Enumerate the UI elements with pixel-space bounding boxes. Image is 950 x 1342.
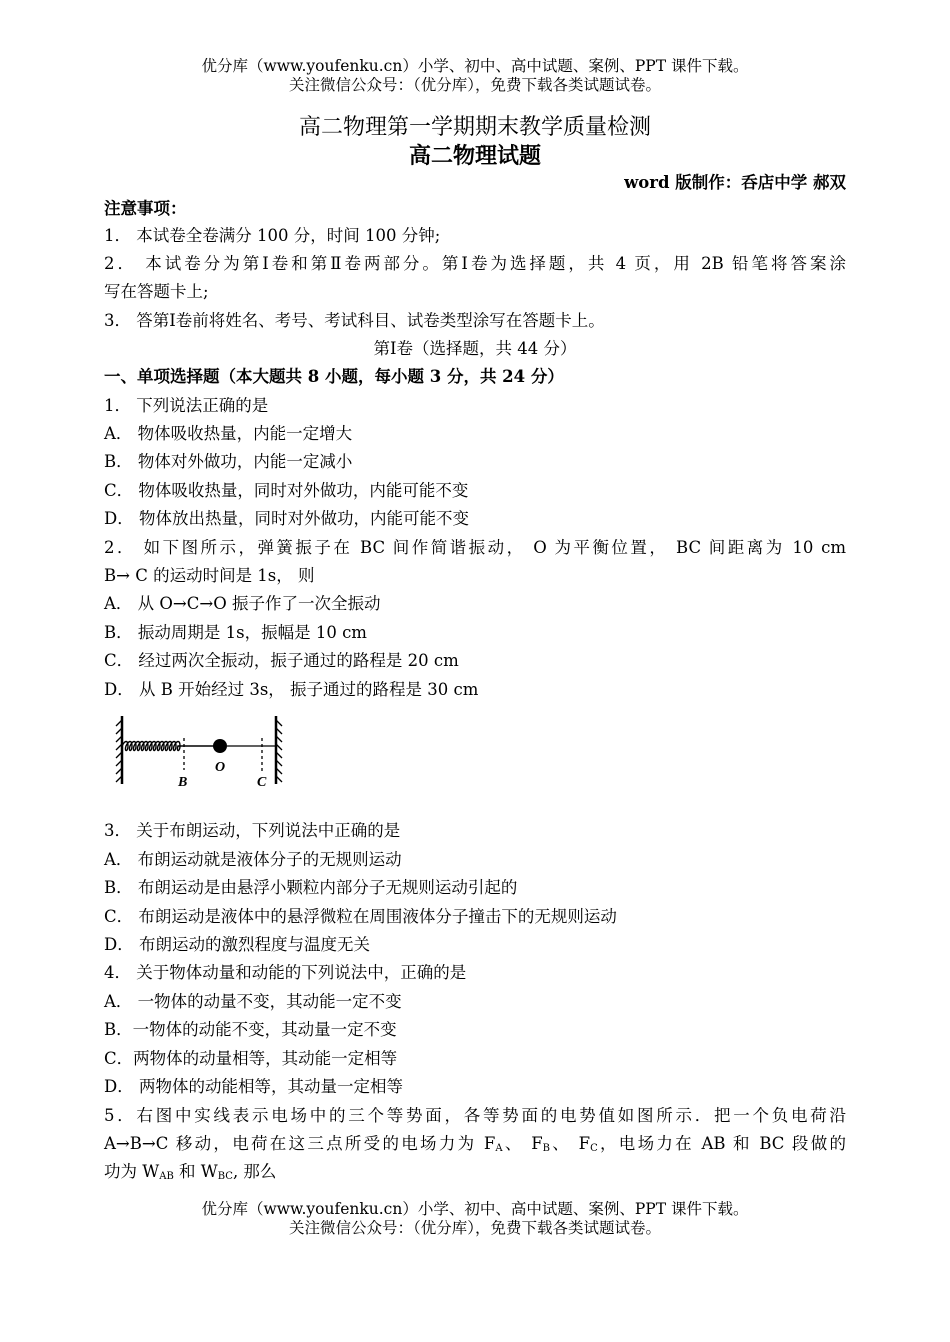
q5-sub-b: B <box>542 1143 551 1154</box>
q2-option-a: A． 从 O→C→O 振子作了一次全振动 <box>104 594 381 613</box>
q3-stem: 3． 关于布朗运动，下列说法中正确的是 <box>104 821 401 840</box>
q4-option-c: C．两物体的动量相等，其动能一定相等 <box>104 1049 398 1068</box>
spring-oscillator-figure <box>112 712 288 792</box>
header-line-1: 优分库（www.youfenku.cn）小学、初中、高中试题、案例、PPT 课件下载。 <box>201 57 749 75</box>
q2-stem-b: B→ C 的运动时间是 1s， 则 <box>104 566 315 585</box>
q5-line3-post: , 那么 <box>232 1162 277 1181</box>
section1-title: 一、单项选择题（本大题共 8 小题，每小题 3 分，共 24 分） <box>104 367 564 386</box>
q5-line2-pre: A→B→C 移动，电荷在这三点所受的电场力为 F <box>104 1134 496 1153</box>
fig-label-c: C <box>257 775 267 790</box>
q5-sub-ab: AB <box>159 1171 174 1182</box>
q5-sep2: 、 F <box>550 1134 591 1153</box>
sub-title: 高二物理试题 <box>408 143 541 169</box>
footer-line-1: 优分库（www.youfenku.cn）小学、初中、高中试题、案例、PPT 课件下载。 <box>201 1200 749 1218</box>
q5-sub-c: C <box>590 1143 598 1154</box>
q4-option-d: D． 两物体的动能相等，其动量一定相等 <box>104 1077 403 1096</box>
q3-option-c: C． 布朗运动是液体中的悬浮微粒在周围液体分子撞击下的无规则运动 <box>104 907 617 926</box>
note-2b: 写在答题卡上; <box>104 282 209 301</box>
footer-line-2: 关注微信公众号：（优分库），免费下载各类试题试卷。 <box>288 1219 661 1237</box>
q5-line-1: 5．右图中实线表示电场中的三个等势面，各等势面的电势值如图所示．把一个负电荷沿 <box>104 1106 846 1125</box>
q5-line3-pre: 功为 W <box>104 1162 160 1181</box>
q3-option-d: D． 布朗运动的激烈程度与温度无关 <box>104 935 370 954</box>
q3-option-b: B． 布朗运动是由悬浮小颗粒内部分子无规则运动引起的 <box>104 878 518 897</box>
q1-option-b: B． 物体对外做功，内能一定减小 <box>104 452 353 471</box>
q4-option-b: B．一物体的动能不变，其动量一定不变 <box>104 1020 397 1039</box>
q3-option-a: A． 布朗运动就是液体分子的无规则运动 <box>104 850 402 869</box>
q5-sep1: 、 F <box>502 1134 543 1153</box>
author-line: word 版制作：呑店中学 郝双 <box>624 173 846 192</box>
notes-heading: 注意事项： <box>104 199 187 218</box>
fig-label-o: O <box>215 760 226 775</box>
q5-line3-mid: 和 W <box>173 1162 218 1181</box>
q2-stem-a: 2． 如下图所示，弹簧振子在 BC 间作简谐振动， O 为平衡位置， BC 间距离为 10 cm <box>104 538 846 557</box>
q4-option-a: A． 一物体的动量不变，其动能一定不变 <box>104 992 402 1011</box>
note-1: 1． 本试卷全卷满分 100 分，时间 100 分钟; <box>104 226 441 245</box>
q5-line-3 <box>104 1161 846 1188</box>
fig-label-b: B <box>178 775 188 790</box>
q5-line2-post: ，电场力在 AB 和 BC 段做的 <box>597 1134 846 1153</box>
header-line-2: 关注微信公众号：（优分库），免费下载各类试题试卷。 <box>288 76 661 94</box>
part1-title: 第Ⅰ卷（选择题，共 44 分） <box>373 339 577 358</box>
q5-sub-bc: BC <box>217 1171 233 1182</box>
q4-stem: 4． 关于物体动量和动能的下列说法中，正确的是 <box>104 963 467 982</box>
q2-option-d: D． 从 B 开始经过 3s， 振子通过的路程是 30 cm <box>104 680 479 699</box>
note-2a: 2． 本试卷分为第Ⅰ卷和第Ⅱ卷两部分。第Ⅰ卷为选择题，共 4 页，用 2B 铅笔将答案涂 <box>104 254 846 273</box>
spring-coil <box>122 742 214 751</box>
q5-line-2 <box>104 1133 846 1160</box>
note-3: 3． 答第Ⅰ卷前将姓名、考号、考试科目、试卷类型涂写在答题卡上。 <box>104 311 605 330</box>
q5-sub-a: A <box>495 1143 503 1154</box>
oscillator-ball <box>213 739 227 753</box>
q1-stem: 1． 下列说法正确的是 <box>104 396 269 415</box>
q2-option-b: B． 振动周期是 1s，振幅是 10 cm <box>104 623 367 642</box>
q2-option-c: C． 经过两次全振动，振子通过的路程是 20 cm <box>104 651 459 670</box>
main-title: 高二物理第一学期期末教学质量检测 <box>298 115 651 140</box>
q1-option-a: A． 物体吸收热量，内能一定增大 <box>104 424 353 443</box>
q1-option-c: C． 物体吸收热量，同时对外做功，内能可能不变 <box>104 481 469 500</box>
q1-option-d: D． 物体放出热量，同时对外做功，内能可能不变 <box>104 509 469 528</box>
